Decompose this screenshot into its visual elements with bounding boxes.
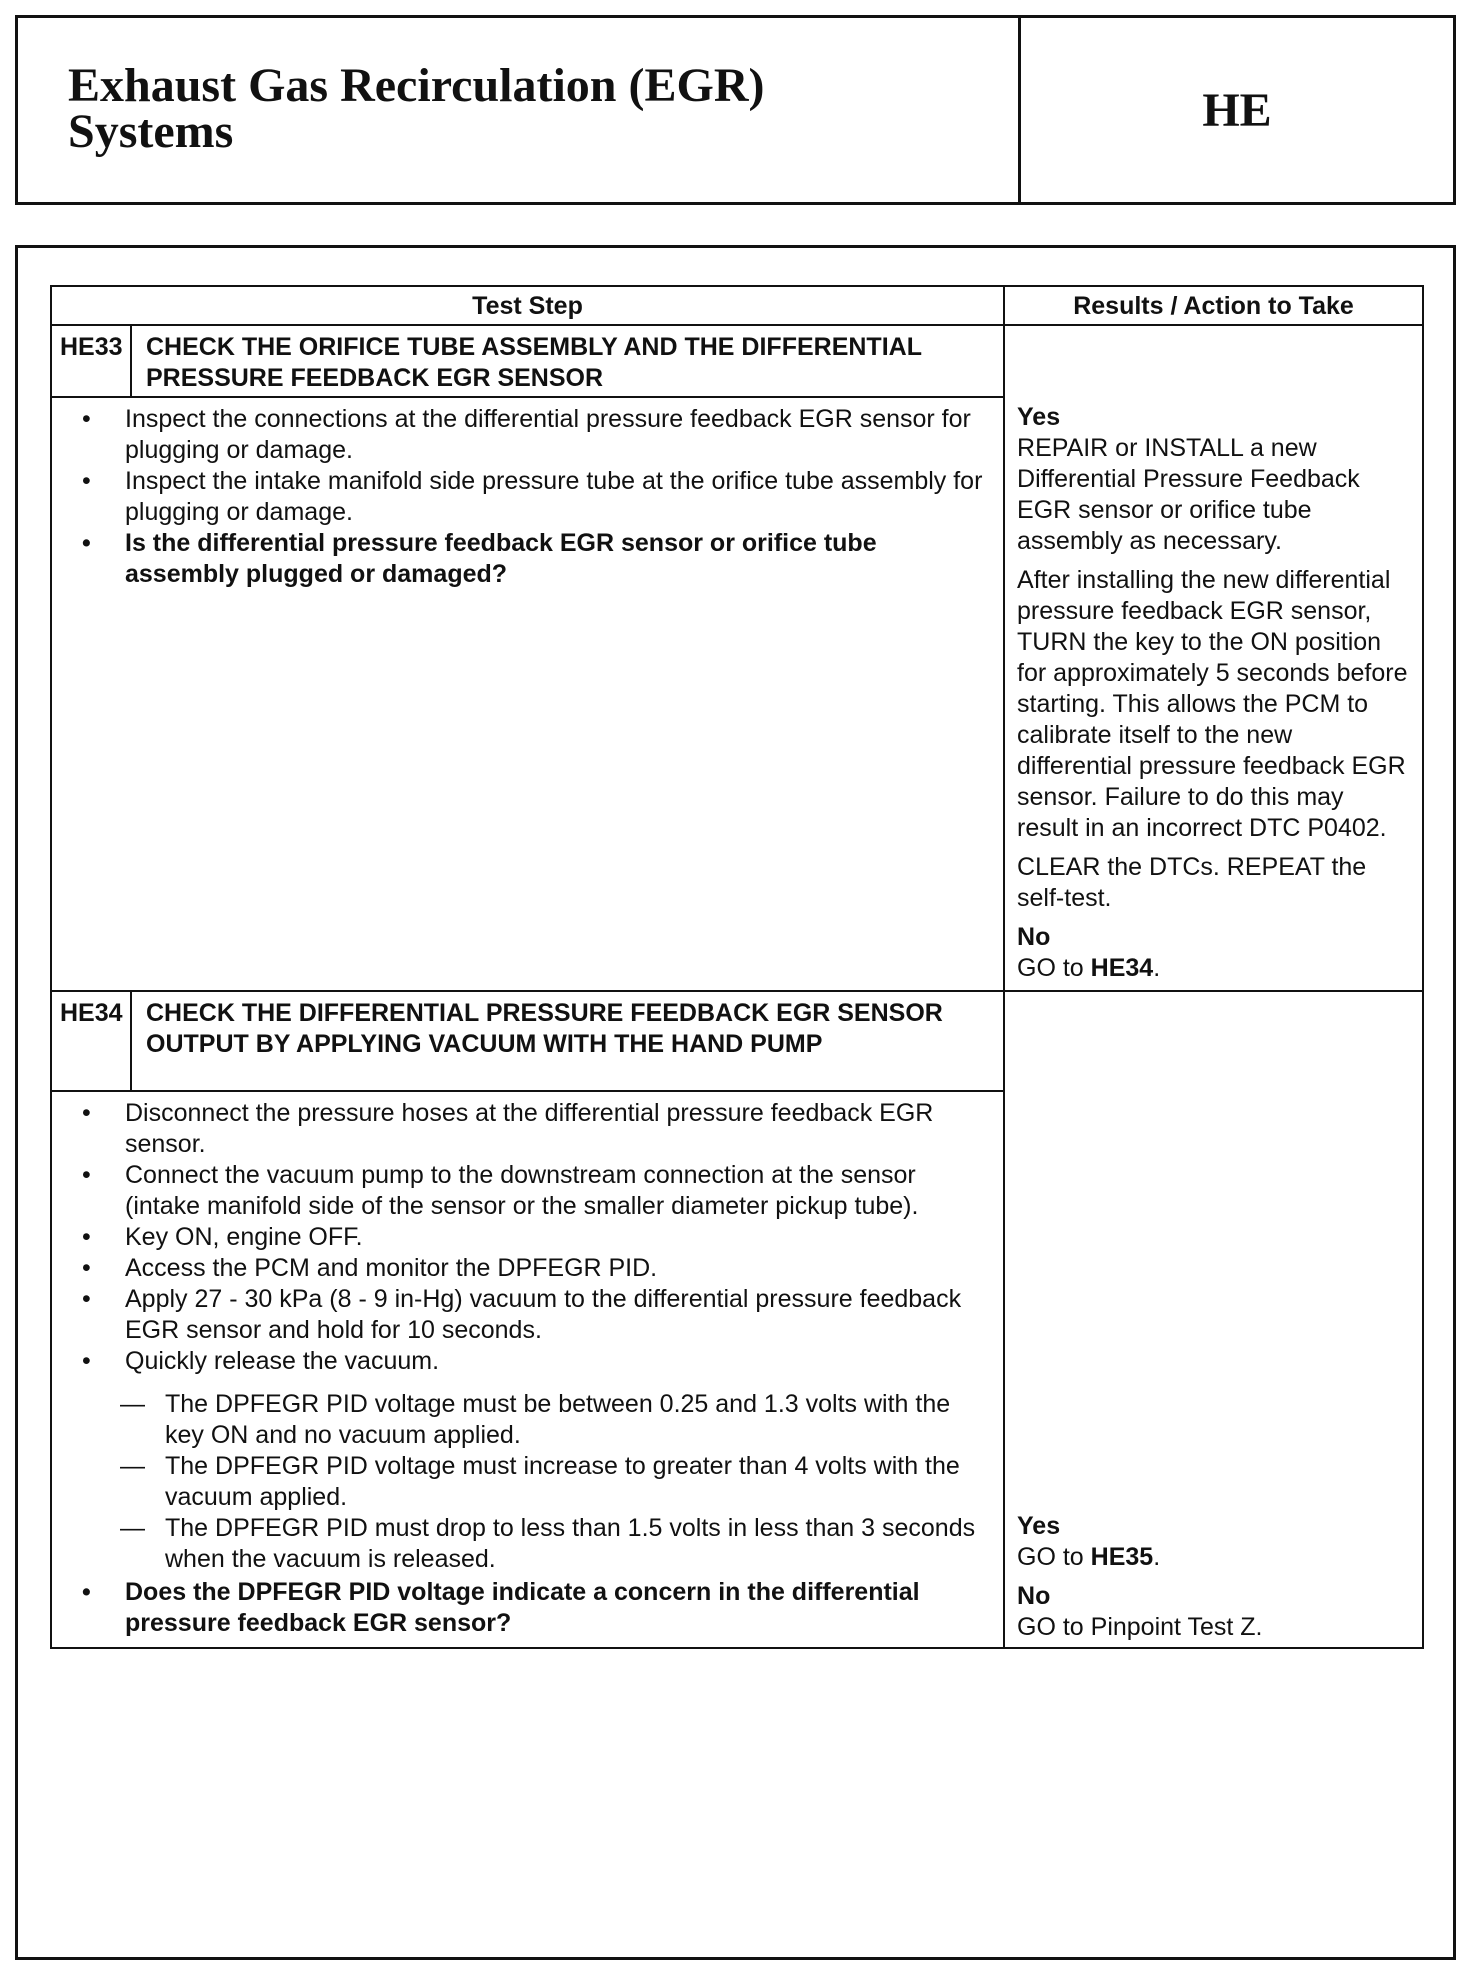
step-code: HE33 (51, 325, 131, 397)
instruction-item: • Disconnect the pressure hoses at the differential pressure feedback EGR sensor. (70, 1098, 987, 1160)
page-title-line-1: Exhaust Gas Recirculation (EGR) (68, 59, 765, 112)
table-header-row (51, 286, 1423, 325)
instruction-item: • Access the PCM and monitor the DPFEGR PID. (70, 1253, 987, 1284)
instruction-item: • Apply 27 - 30 kPa (8 - 9 in-Hg) vacuum to the differential pressure feedback EGR sensor and hold for 10 seconds. (70, 1284, 987, 1346)
column-header-results: Results / Action to Take (1004, 286, 1423, 325)
instruction-list (70, 404, 987, 590)
yes-note: After installing the new differential pressure feedback EGR sensor, TURN the key to the ON position for approximately 5 seconds before starting. This allows the PCM to calibrate itself to the new differential pressure feedback EGR sensor. Failure to do this may result in an incorrect DTC P0402. (1017, 566, 1408, 842)
yes-action-suffix: . (1153, 1543, 1161, 1571)
instruction-question: • Is the differential pressure feedback EGR sensor or orifice tube assembly plugged or damaged? (70, 528, 987, 590)
yes-label: Yes (1017, 403, 1061, 431)
yes-action-target: HE35 (1090, 1543, 1154, 1571)
no-action-prefix: GO to (1017, 954, 1084, 982)
step-title: CHECK THE DIFFERENTIAL PRESSURE FEEDBACK EGR SENSOR OUTPUT BY APPLYING VACUUM WITH THE HAND PUMP (131, 991, 1004, 1091)
instruction-item: • Connect the vacuum pump to the downstream connection at the sensor (intake manifold side of the sensor or the smaller diameter pickup tube). (70, 1160, 987, 1222)
step-he33-results (1004, 325, 1423, 991)
step-he33-instructions (51, 397, 1004, 991)
step-code: HE34 (51, 991, 131, 1091)
step-he34-title-row (51, 991, 1423, 1091)
yes-label: Yes (1017, 1512, 1061, 1540)
column-header-test-step: Test Step (51, 286, 1004, 325)
criteria-item: — The DPFEGR PID must drop to less than 1.5 volts in less than 3 seconds when the vacuum is released. (70, 1513, 987, 1575)
instruction-item: • Inspect the connections at the differential pressure feedback EGR sensor for plugging or damage. (70, 404, 987, 466)
step-he34-results (1004, 991, 1423, 1648)
instruction-text: Quickly release the vacuum. (125, 1347, 440, 1375)
criteria-list (70, 1389, 987, 1575)
criteria-item: — The DPFEGR PID voltage must be between 0.25 and 1.3 volts with the key ON and no vacuum applied. (70, 1389, 987, 1451)
yes-followup: CLEAR the DTCs. REPEAT the self-test. (1017, 853, 1367, 912)
page-header (15, 15, 1456, 205)
page-title-line-2: Systems (68, 105, 234, 158)
yes-action (1017, 1542, 1410, 1573)
instruction-list (70, 1098, 987, 1639)
test-step-table (50, 285, 1424, 1649)
instruction-question: • Does the DPFEGR PID voltage indicate a concern in the differential pressure feedback EGR sensor? (70, 1577, 987, 1639)
no-action: GO to Pinpoint Test Z. (1017, 1613, 1263, 1641)
yes-action-prefix: GO to (1017, 1543, 1084, 1571)
instruction-item: • Key ON, engine OFF. (70, 1222, 987, 1253)
instruction-item (70, 1346, 987, 1575)
no-label: No (1017, 1582, 1051, 1610)
step-title: CHECK THE ORIFICE TUBE ASSEMBLY AND THE DIFFERENTIAL PRESSURE FEEDBACK EGR SENSOR (131, 325, 1004, 397)
section-code: HE (1018, 18, 1453, 202)
no-action-target: HE34 (1090, 954, 1154, 982)
instruction-item: • Inspect the intake manifold side pressure tube at the orifice tube assembly for plugging or damage. (70, 466, 987, 528)
yes-action: REPAIR or INSTALL a new Differential Pressure Feedback EGR sensor or orifice tube assembly as necessary. (1017, 434, 1360, 555)
page-title (18, 18, 1018, 202)
no-label: No (1017, 923, 1051, 951)
no-action-suffix: . (1153, 954, 1161, 982)
criteria-item: — The DPFEGR PID voltage must increase to greater than 4 volts with the vacuum applied. (70, 1451, 987, 1513)
no-action (1017, 953, 1410, 984)
step-he33-title-row (51, 325, 1423, 397)
step-he34-instructions (51, 1091, 1004, 1648)
